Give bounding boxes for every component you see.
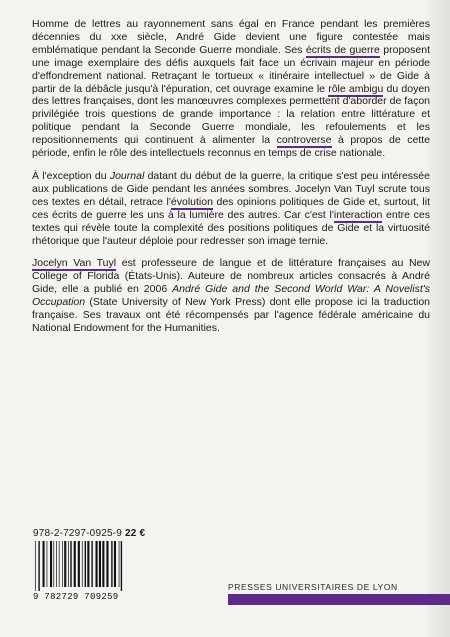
text-run: proposent une image exemplaire des défis auxquels fait face un écrivain majeur en période d'effondrement national. Retraçant le tortueux « itinéraire intellectuel » de Gide à partir de la débâcle jusqu'à l'épuration, cet ouvrage examine le bbox=[32, 43, 430, 95]
italic-title: André Gide and the Second World War: A Novelist's Occupation bbox=[32, 283, 430, 309]
text-run: Homme de lettres au rayonnement sans égal en France pendant les premières décennies du xxe siècle, André Gide devient une figure contestée mais emblématique pendant la Seconde Guerre mondiale. Ses bbox=[32, 18, 430, 56]
paragraph-1 bbox=[32, 18, 430, 160]
highlighted-phrase: Jocelyn Van Tuyl bbox=[32, 257, 117, 270]
highlighted-phrase: écrits de guerre bbox=[305, 43, 380, 56]
paragraph-3 bbox=[32, 257, 430, 334]
highlighted-phrase: rôle ambigu bbox=[328, 82, 384, 95]
isbn: 978-2-7297-0925-9 bbox=[33, 528, 123, 539]
highlighted-phrase: interaction bbox=[333, 208, 383, 221]
barcode-digits: 9 782729 709259 bbox=[33, 592, 119, 602]
highlighted-phrase: évolution bbox=[170, 195, 213, 208]
highlighted-phrase: controverse bbox=[276, 134, 332, 147]
barcode-image bbox=[33, 541, 133, 591]
paragraph-2 bbox=[32, 170, 430, 247]
isbn-price-line bbox=[33, 528, 145, 539]
text-run: datant du début de la guerre, la critique s'est peu intéressée aux publications de Gide pendant les années sombres. Jocelyn Van Tuyl scrute tous ces textes en détail, retrace l' bbox=[32, 169, 430, 208]
text-run: du doyen des lettres françaises, dont les manœuvres complexes permettent d'aborder de façon privilégiée trois questions de grande importance : la relation entre littérature et politique pendant la Seconde Guerre mondiale, les refoulements et les repositionnements qui continuent à alimenter la bbox=[32, 82, 430, 147]
text-run: à propos de cette période, enfin le rôle des intellectuels reconnus en temps de crise nationale. bbox=[32, 134, 431, 160]
page-edge bbox=[428, 0, 450, 637]
text-run: entre ces textes qui révèle toute la complexité des positions politiques de Gide et la virtuosité rhétorique que l'auteur déploie pour redresser son image ternie. bbox=[32, 208, 430, 247]
text-run: des opinions politiques de Gide et, surtout, lit ces écrits de guerre les uns à la lumière des autres. Car c'est l' bbox=[32, 195, 430, 221]
publisher-color-bar bbox=[228, 594, 450, 605]
back-cover-text bbox=[32, 18, 430, 345]
text-run: (State University of New York Press) dont elle propose ici la traduction française. Ses travaux ont été récompensés par l'agence fédérale américaine du National Endowment for the Humanities. bbox=[32, 296, 430, 334]
italic-title: Journal bbox=[109, 169, 145, 182]
price: 22 € bbox=[125, 528, 146, 539]
text-run: est professeure de langue et de littérature françaises au New College of Florida (États-Unis). Auteure de nombreux articles consacrés à André Gide, elle a publié en 2006 bbox=[32, 257, 430, 296]
publisher-name: PRESSES UNIVERSITAIRES DE LYON bbox=[228, 582, 398, 592]
text-run: À l'exception du bbox=[32, 169, 110, 182]
